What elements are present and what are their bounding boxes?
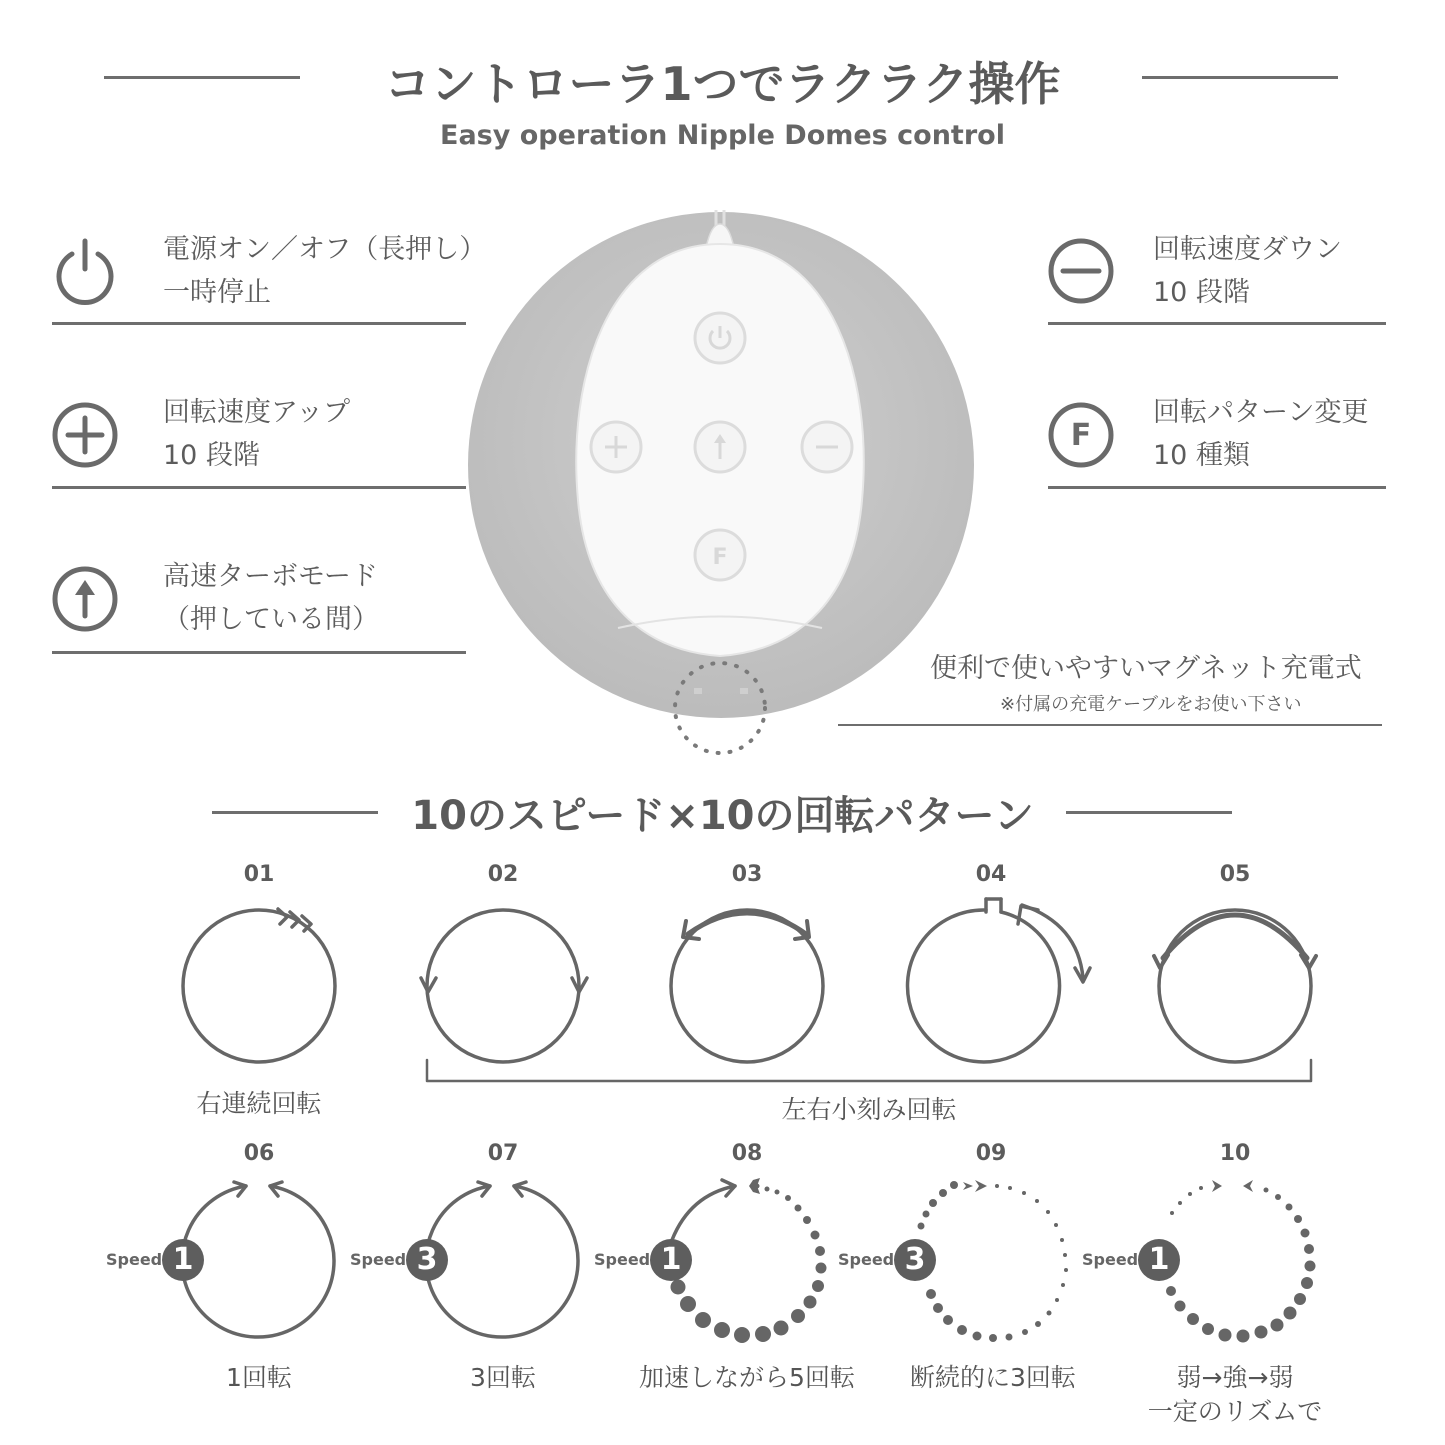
feature-power-line1: 電源オン／オフ（長押し） bbox=[163, 234, 487, 265]
pattern-05-number: 05 bbox=[1219, 862, 1251, 887]
page-subtitle: Easy operation Nipple Domes control bbox=[440, 120, 1005, 151]
pattern-group-caption: 左右小刻み回転 bbox=[781, 1095, 957, 1124]
pattern-08-caption: 加速しながら5回転 bbox=[639, 1363, 855, 1392]
pattern-06-caption: 1回転 bbox=[226, 1363, 292, 1392]
feature-turbo-line1: 高速ターボモード bbox=[163, 561, 378, 592]
pattern-10-caption: 弱→強→弱 bbox=[1176, 1363, 1294, 1392]
pattern-06-number: 06 bbox=[243, 1141, 275, 1166]
pattern-06-speed-badge: 1 bbox=[162, 1239, 204, 1281]
pattern-10-caption-line2: 一定のリズムで bbox=[1147, 1397, 1323, 1426]
feature-plus-line1: 回転速度アップ bbox=[163, 397, 351, 428]
pattern-09-speed-label: Speed bbox=[838, 1250, 895, 1269]
charging-note-text: ※付属の充電ケーブルをお使い下さい bbox=[1000, 694, 1302, 715]
pattern-04-number: 04 bbox=[975, 862, 1007, 887]
feature-pattern-line1: 回転パターン変更 bbox=[1153, 397, 1369, 428]
pattern-03-number: 03 bbox=[731, 862, 763, 887]
pattern-08-speed-label: Speed bbox=[594, 1250, 651, 1269]
patterns-title: 10のスピード×10の回転パターン bbox=[411, 793, 1034, 839]
pattern-07-speed-badge: 3 bbox=[406, 1239, 448, 1281]
pattern-01-caption: 右連続回転 bbox=[196, 1089, 322, 1118]
pattern-07-diagram bbox=[426, 1186, 578, 1337]
f-button-glyph: F bbox=[712, 545, 728, 570]
pattern-08-speed-badge: 1 bbox=[650, 1239, 692, 1281]
pattern-09-caption: 断続的に3回転 bbox=[910, 1363, 1076, 1392]
pattern-08-number: 08 bbox=[731, 1141, 763, 1166]
page-title: コントローラ1つでラクラク操作 bbox=[384, 57, 1061, 111]
feature-power-line2: 一時停止 bbox=[163, 277, 271, 308]
pattern-07-number: 07 bbox=[487, 1141, 519, 1166]
pattern-06-diagram bbox=[182, 1186, 334, 1337]
pattern-10-number: 10 bbox=[1219, 1141, 1251, 1166]
f-icon-glyph: F bbox=[1070, 418, 1092, 453]
pattern-06-speed-label: Speed bbox=[106, 1250, 163, 1269]
pattern-09-speed-badge: 3 bbox=[894, 1239, 936, 1281]
feature-minus-line2: 10 段階 bbox=[1153, 277, 1250, 308]
pattern-09-number: 09 bbox=[975, 1141, 1007, 1166]
feature-pattern-line2: 10 種類 bbox=[1153, 440, 1250, 471]
pattern-10-speed-label: Speed bbox=[1082, 1250, 1139, 1269]
pattern-07-caption: 3回転 bbox=[470, 1363, 536, 1392]
charging-main-text: 便利で使いやすいマグネット充電式 bbox=[930, 653, 1362, 684]
pattern-02-number: 02 bbox=[487, 862, 519, 887]
feature-minus-line1: 回転速度ダウン bbox=[1153, 234, 1342, 265]
feature-plus-line2: 10 段階 bbox=[163, 440, 260, 471]
feature-turbo-line2: （押している間） bbox=[163, 604, 379, 635]
pattern-01-number: 01 bbox=[243, 862, 275, 887]
pattern-07-speed-label: Speed bbox=[350, 1250, 407, 1269]
pattern-10-speed-badge: 1 bbox=[1138, 1239, 1180, 1281]
